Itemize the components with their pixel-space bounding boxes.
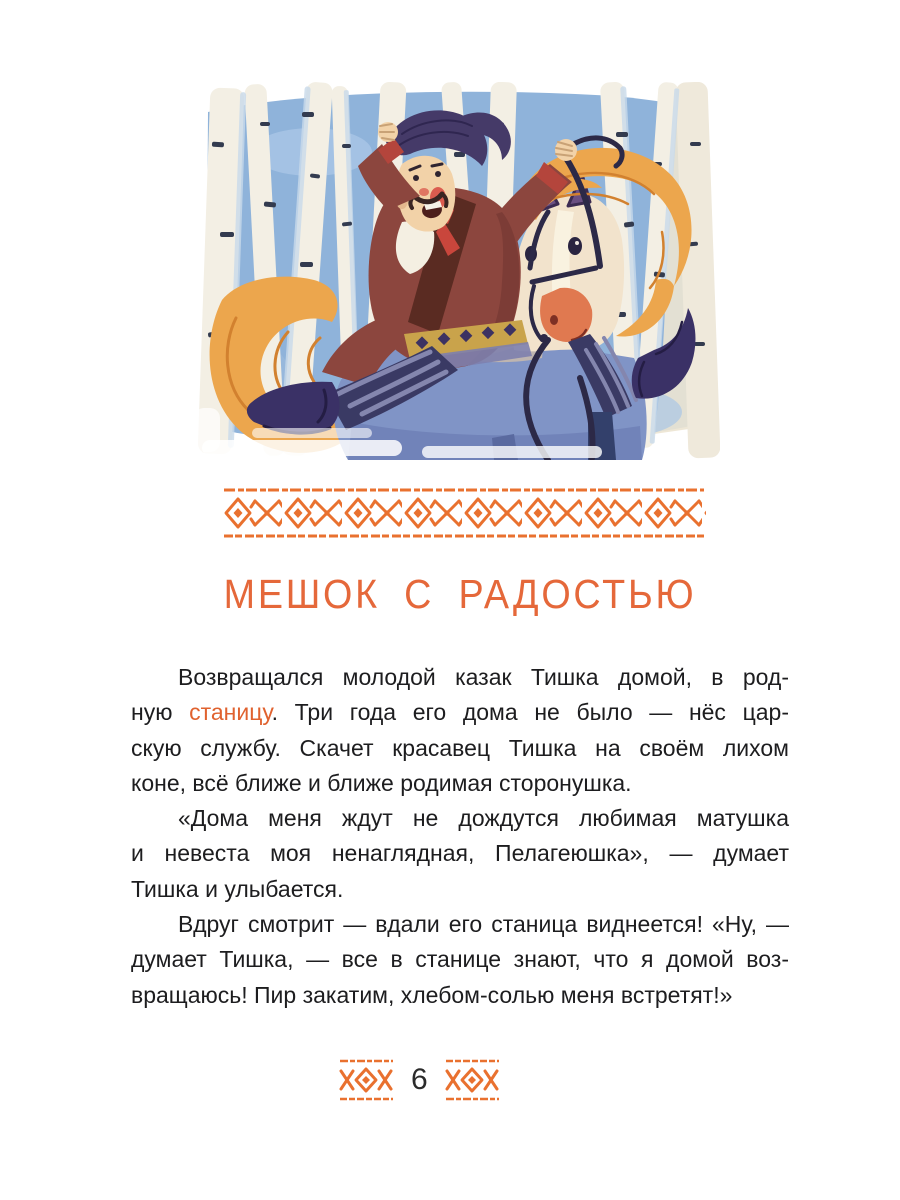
body-text (131, 660, 789, 1013)
folk-ornament-right-icon (444, 1057, 501, 1103)
text-segment: . Три года его дома не было — нёс цар- (271, 699, 789, 726)
paragraph (131, 907, 789, 1013)
highlighted-word: станицу (189, 699, 272, 726)
text-segment: Тишка и улыбается. (131, 875, 344, 902)
ornament-divider (222, 486, 706, 540)
text-line (131, 836, 789, 871)
text-segment: «Дома меня ждут не дождутся любимая матушка (178, 805, 789, 832)
page-footer (338, 1056, 501, 1104)
text-segment: Возвращался молодой казак Тишка домой, в род- (178, 664, 789, 690)
text-segment: вращаюсь! Пир закатим, хлебом-солью меня встретят!» (131, 981, 733, 1008)
text-segment: коне, всё ближе и ближе родимая сторонушка. (131, 769, 632, 796)
text-line (131, 942, 789, 977)
text-segment: Вдруг смотрит — вдали его станица виднеется! «Ну, — (178, 911, 789, 938)
chapter-title: МЕШОК С РАДОСТЬЮ (223, 571, 697, 617)
text-segment: и невеста моя ненаглядная, Пелагеюшка», — думает (131, 840, 789, 867)
folk-pattern-band-icon (222, 486, 706, 540)
story-illustration (192, 82, 720, 460)
cossack-rider-image (192, 82, 720, 460)
text-line (131, 801, 789, 836)
text-line (131, 907, 789, 942)
text-line (131, 731, 789, 766)
text-segment: скую службу. Скачет красавец Тишка на своём лихом (131, 734, 789, 761)
text-line (131, 695, 789, 730)
page-number: 6 (411, 1063, 428, 1096)
text-segment: ную (131, 699, 190, 726)
paragraph (131, 660, 789, 801)
folk-ornament-left-icon (338, 1057, 395, 1103)
text-line (131, 766, 789, 801)
paragraph (131, 801, 789, 907)
text-line (131, 660, 789, 695)
text-line (131, 872, 789, 907)
text-segment: думает Тишка, — все в станице знают, что я домой воз- (131, 946, 789, 973)
text-line (131, 978, 789, 1013)
